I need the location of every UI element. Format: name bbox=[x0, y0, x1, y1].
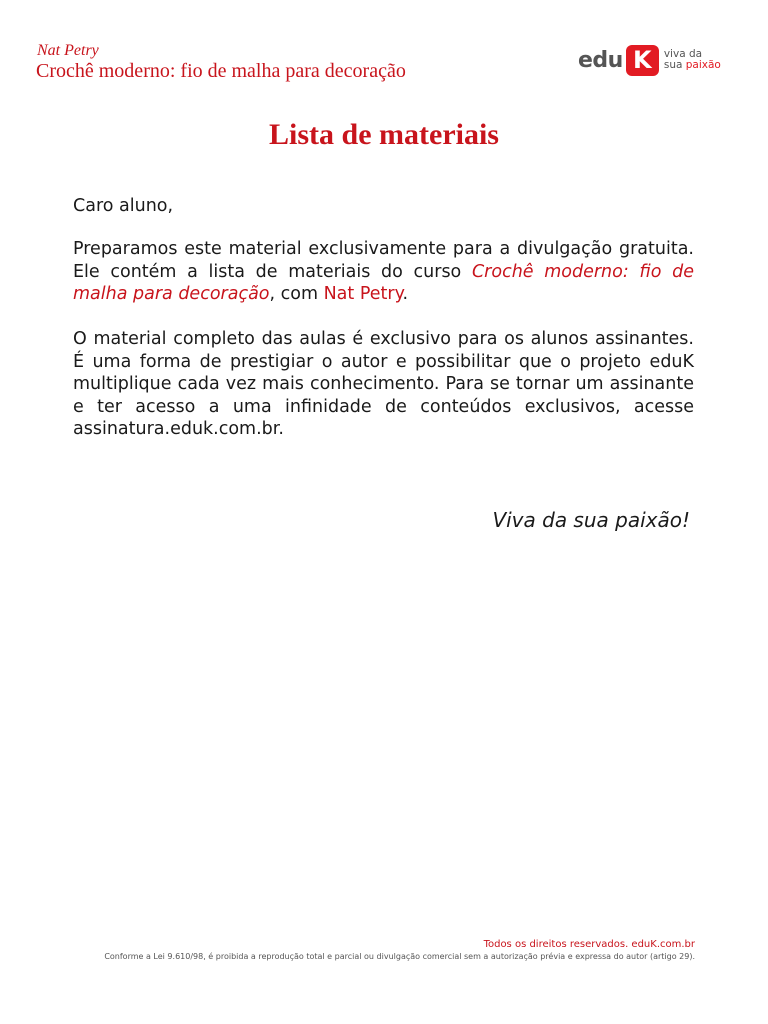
page-title: Lista de materiais bbox=[269, 118, 499, 151]
header-author: Nat Petry bbox=[37, 42, 99, 59]
logo-tagline bbox=[664, 49, 721, 71]
eduk-logo bbox=[578, 44, 721, 76]
logo-tagline-line2b: paixão bbox=[685, 59, 721, 71]
greeting: Caro aluno, bbox=[73, 196, 174, 216]
intro-text-end: . bbox=[402, 284, 409, 304]
logo-tagline-line2a: sua bbox=[663, 59, 686, 71]
signoff-slogan: Viva da sua paixão! bbox=[492, 508, 690, 532]
logo-tagline-line1: viva da bbox=[663, 48, 703, 60]
logo-k-badge: K bbox=[626, 45, 659, 76]
footer-rights: Todos os direitos reservados. eduK.com.br bbox=[483, 939, 695, 950]
logo-edu-text: edu bbox=[578, 47, 623, 73]
header-course-title: Crochê moderno: fio de malha para decoração bbox=[36, 60, 406, 82]
intro-paragraph bbox=[73, 238, 694, 306]
footer-law-notice: Conforme a Lei 9.610/98, é proibida a reprodução total e parcial ou divulgação comercial sem a autorização prévia e expressa do autor (artigo 29). bbox=[104, 952, 695, 961]
intro-text-start: Preparamos este material exclusivamente para a divulgação gratuita. Ele contém a lista de materiais do curso bbox=[73, 239, 694, 282]
intro-author-name: Nat Petry bbox=[323, 284, 403, 304]
subscription-paragraph: O material completo das aulas é exclusivo para os alunos assinantes. É uma forma de prestigiar o autor e possibilitar que o projeto eduK multiplique cada vez mais conhecimento. Para se tornar um assinante e ter acesso a uma infinidade de conteúdos exclusivos, acesse assinatura.eduk.com.br. bbox=[73, 329, 694, 439]
intro-text-mid: , com bbox=[269, 284, 324, 304]
intro-course-name: Crochê moderno: fio de malha para decoração bbox=[73, 261, 694, 304]
